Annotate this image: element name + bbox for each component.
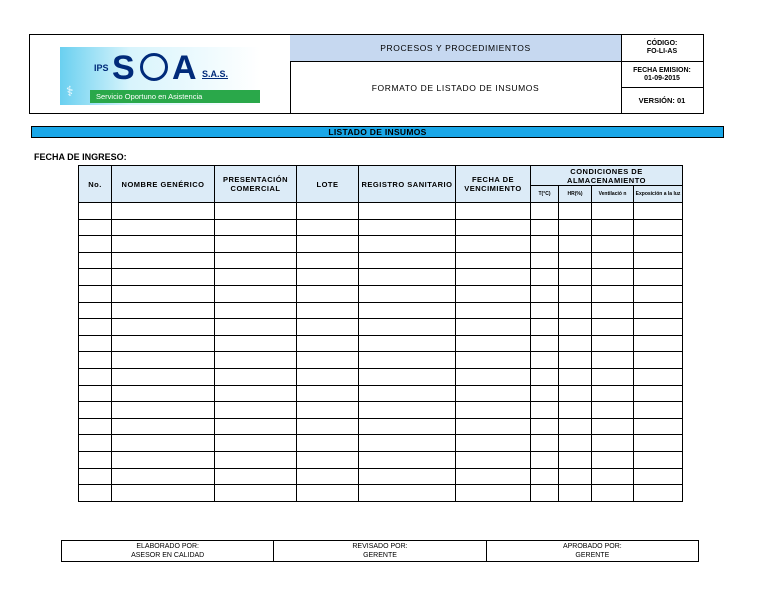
table-cell[interactable] (559, 302, 592, 319)
col-temperature: T(°C) (531, 186, 559, 203)
table-cell[interactable] (79, 203, 112, 220)
table-cell[interactable] (456, 385, 531, 402)
logo-figure-icon (140, 53, 168, 81)
table-cell[interactable] (456, 236, 531, 253)
table-cell[interactable] (531, 485, 559, 502)
table-cell[interactable] (79, 485, 112, 502)
table-cell[interactable] (456, 319, 531, 336)
table-cell[interactable] (592, 203, 634, 220)
table-cell[interactable] (531, 236, 559, 253)
table-cell[interactable] (215, 236, 297, 253)
table-cell[interactable] (215, 368, 297, 385)
table-cell[interactable] (456, 219, 531, 236)
table-cell[interactable] (592, 252, 634, 269)
table-cell[interactable] (79, 219, 112, 236)
table-cell[interactable] (215, 285, 297, 302)
table-cell[interactable] (297, 319, 359, 336)
table-cell[interactable] (79, 402, 112, 419)
table-cell[interactable] (215, 252, 297, 269)
table-cell[interactable] (456, 368, 531, 385)
table-cell[interactable] (634, 402, 683, 419)
table-cell[interactable] (634, 203, 683, 220)
signature-approved (486, 541, 698, 562)
signature-label: ELABORADO POR: (136, 543, 199, 550)
table-cell[interactable] (634, 319, 683, 336)
table-cell[interactable] (112, 468, 215, 485)
table-cell[interactable] (531, 252, 559, 269)
col-number: No. (79, 166, 112, 203)
logo-tagline: Servicio Oportuno en Asistencia (90, 90, 260, 103)
col-light-exposure: Exposición a la luz (634, 186, 683, 203)
table-cell[interactable] (215, 485, 297, 502)
table-row (79, 385, 683, 402)
table-cell[interactable] (559, 252, 592, 269)
table-row (79, 368, 683, 385)
table-cell[interactable] (79, 252, 112, 269)
table-cell[interactable] (359, 485, 456, 502)
table-cell[interactable] (559, 402, 592, 419)
table-cell[interactable] (592, 468, 634, 485)
table-cell[interactable] (592, 236, 634, 253)
table-cell[interactable] (592, 451, 634, 468)
table-cell[interactable] (112, 418, 215, 435)
logo-cell (30, 35, 291, 113)
format-title: FORMATO DE LISTADO DE INSUMOS (371, 82, 540, 93)
table-cell[interactable] (297, 435, 359, 452)
table-cell[interactable] (297, 269, 359, 286)
table-row (79, 319, 683, 336)
table-cell[interactable] (531, 203, 559, 220)
table-cell[interactable] (531, 451, 559, 468)
caduceus-icon: ⚕ (66, 83, 74, 99)
table-cell[interactable] (559, 352, 592, 369)
table-cell[interactable] (215, 385, 297, 402)
table-cell[interactable] (297, 352, 359, 369)
table-cell[interactable] (112, 335, 215, 352)
table-cell[interactable] (215, 269, 297, 286)
table-cell[interactable] (359, 385, 456, 402)
emission-value: 01-09-2015 (644, 74, 680, 82)
table-cell[interactable] (592, 285, 634, 302)
table-cell[interactable] (79, 352, 112, 369)
table-cell[interactable] (456, 335, 531, 352)
table-cell[interactable] (559, 385, 592, 402)
table-cell[interactable] (456, 269, 531, 286)
table-cell[interactable] (297, 468, 359, 485)
table-cell[interactable] (592, 485, 634, 502)
table-cell[interactable] (634, 252, 683, 269)
table-row (79, 302, 683, 319)
table-cell[interactable] (215, 468, 297, 485)
table-cell[interactable] (215, 352, 297, 369)
col-humidity: HR(%) (559, 186, 592, 203)
table-cell[interactable] (531, 435, 559, 452)
table-cell[interactable] (531, 352, 559, 369)
table-cell[interactable] (79, 285, 112, 302)
table-cell[interactable] (634, 435, 683, 452)
table-cell[interactable] (79, 269, 112, 286)
company-logo (60, 47, 260, 105)
table-cell[interactable] (559, 435, 592, 452)
table-cell[interactable] (79, 335, 112, 352)
table-cell[interactable] (559, 451, 592, 468)
entry-date-label: FECHA DE INGRESO: (34, 152, 127, 162)
table-cell[interactable] (634, 302, 683, 319)
table-cell[interactable] (297, 402, 359, 419)
table-cell[interactable] (456, 402, 531, 419)
table-cell[interactable] (634, 335, 683, 352)
table-cell[interactable] (559, 468, 592, 485)
process-title: PROCESOS Y PROCEDIMIENTOS (290, 35, 621, 62)
table-cell[interactable] (559, 219, 592, 236)
table-cell[interactable] (456, 285, 531, 302)
table-cell[interactable] (112, 402, 215, 419)
logo-sas-text: S.A.S. (202, 69, 229, 79)
table-row (79, 269, 683, 286)
table-cell[interactable] (456, 485, 531, 502)
table-cell[interactable] (559, 285, 592, 302)
table-cell[interactable] (531, 335, 559, 352)
table-cell[interactable] (456, 352, 531, 369)
emission-label: FECHA EMISION: (633, 66, 691, 74)
table-cell[interactable] (634, 485, 683, 502)
table-cell[interactable] (297, 219, 359, 236)
signature-elaborated (62, 541, 274, 562)
table-cell[interactable] (297, 335, 359, 352)
table-cell[interactable] (112, 319, 215, 336)
signature-label: APROBADO POR: (562, 543, 622, 550)
table-cell[interactable] (531, 269, 559, 286)
table-cell[interactable] (559, 203, 592, 220)
table-cell[interactable] (456, 252, 531, 269)
table-cell[interactable] (215, 335, 297, 352)
table-cell[interactable] (359, 285, 456, 302)
table-row (79, 451, 683, 468)
signature-reviewed (274, 541, 486, 562)
table-cell[interactable] (359, 269, 456, 286)
table-cell[interactable] (531, 368, 559, 385)
col-ventilation: Ventilació n (592, 186, 634, 203)
table-cell[interactable] (297, 236, 359, 253)
table-cell[interactable] (112, 203, 215, 220)
table-cell[interactable] (112, 385, 215, 402)
table-cell[interactable] (359, 435, 456, 452)
table-cell[interactable] (456, 451, 531, 468)
logo-ips-text: IPS (94, 63, 109, 73)
table-cell[interactable] (634, 269, 683, 286)
table-cell[interactable] (559, 319, 592, 336)
table-cell[interactable] (531, 418, 559, 435)
table-cell[interactable] (559, 368, 592, 385)
table-row (79, 285, 683, 302)
table-cell[interactable] (592, 418, 634, 435)
table-cell[interactable] (531, 219, 559, 236)
col-expiry-date: FECHA DE VENCIMIENTO (456, 166, 531, 203)
code-label: CÓDIGO: (646, 40, 678, 47)
table-cell[interactable] (79, 236, 112, 253)
logo-a-letter: A (172, 49, 197, 87)
table-row (79, 252, 683, 269)
table-cell[interactable] (359, 418, 456, 435)
table-row (79, 219, 683, 236)
col-storage-conditions: CONDICIONES DE ALMACENAMIENTO (531, 166, 683, 186)
table-cell[interactable] (531, 302, 559, 319)
table-cell[interactable] (112, 269, 215, 286)
table-cell[interactable] (592, 435, 634, 452)
version-box (621, 88, 703, 113)
signature-role: GERENTE (363, 552, 397, 559)
table-cell[interactable] (634, 451, 683, 468)
table-cell[interactable] (592, 319, 634, 336)
table-cell[interactable] (592, 269, 634, 286)
table-cell[interactable] (559, 335, 592, 352)
col-commercial-presentation: PRESENTACIÓN COMERCIAL (215, 166, 297, 203)
table-cell[interactable] (531, 285, 559, 302)
table-cell[interactable] (634, 219, 683, 236)
title-cell (290, 35, 622, 113)
table-cell[interactable] (592, 219, 634, 236)
table-cell[interactable] (297, 451, 359, 468)
table-row (79, 485, 683, 502)
table-cell[interactable] (559, 418, 592, 435)
table-cell[interactable] (531, 319, 559, 336)
table-cell[interactable] (112, 252, 215, 269)
table-row (79, 335, 683, 352)
table-cell[interactable] (592, 335, 634, 352)
table-cell[interactable] (112, 285, 215, 302)
table-cell[interactable] (592, 385, 634, 402)
signature-table (61, 540, 699, 562)
table-cell[interactable] (592, 302, 634, 319)
signature-role: ASESOR EN CALIDAD (131, 552, 205, 559)
table-row (79, 236, 683, 253)
table-cell[interactable] (297, 285, 359, 302)
table-cell[interactable] (634, 418, 683, 435)
table-cell[interactable] (456, 418, 531, 435)
table-cell[interactable] (215, 319, 297, 336)
table-cell[interactable] (297, 252, 359, 269)
table-cell[interactable] (215, 302, 297, 319)
table-cell[interactable] (592, 368, 634, 385)
col-sanitary-registry: REGISTRO SANITARIO (359, 166, 456, 203)
table-cell[interactable] (359, 335, 456, 352)
table-cell[interactable] (531, 385, 559, 402)
meta-cell (621, 35, 703, 113)
table-cell[interactable] (215, 418, 297, 435)
table-cell[interactable] (531, 402, 559, 419)
table-cell[interactable] (215, 219, 297, 236)
table-cell[interactable] (297, 385, 359, 402)
table-cell[interactable] (359, 451, 456, 468)
table-cell[interactable] (634, 352, 683, 369)
table-cell[interactable] (215, 451, 297, 468)
logo-s-letter: S (112, 49, 135, 87)
table-cell[interactable] (634, 468, 683, 485)
table-cell[interactable] (456, 435, 531, 452)
table-cell[interactable] (79, 435, 112, 452)
table-cell[interactable] (456, 468, 531, 485)
table-cell[interactable] (359, 236, 456, 253)
table-cell[interactable] (112, 302, 215, 319)
table-cell[interactable] (297, 302, 359, 319)
table-cell[interactable] (112, 236, 215, 253)
table-cell[interactable] (79, 368, 112, 385)
table-cell[interactable] (592, 402, 634, 419)
table-cell[interactable] (592, 352, 634, 369)
table-cell[interactable] (359, 302, 456, 319)
list-title-band: LISTADO DE INSUMOS (31, 126, 724, 138)
emission-box (621, 62, 703, 88)
table-row (79, 352, 683, 369)
table-cell[interactable] (297, 368, 359, 385)
table-cell[interactable] (297, 485, 359, 502)
table-cell[interactable] (456, 203, 531, 220)
table-cell[interactable] (297, 418, 359, 435)
table-cell[interactable] (634, 236, 683, 253)
table-cell[interactable] (456, 302, 531, 319)
table-row (79, 418, 683, 435)
table-row (79, 435, 683, 452)
table-cell[interactable] (359, 368, 456, 385)
table-cell[interactable] (559, 236, 592, 253)
table-cell[interactable] (359, 219, 456, 236)
table-cell[interactable] (112, 435, 215, 452)
col-generic-name: NOMBRE GENÉRICO (112, 166, 215, 203)
col-lot: LOTE (297, 166, 359, 203)
table-cell[interactable] (634, 368, 683, 385)
table-cell[interactable] (359, 203, 456, 220)
table-cell[interactable] (215, 203, 297, 220)
table-cell[interactable] (359, 468, 456, 485)
code-box (621, 35, 703, 62)
table-row (79, 402, 683, 419)
table-cell[interactable] (359, 402, 456, 419)
table-cell[interactable] (215, 435, 297, 452)
code-value: FO-LI-AS (646, 48, 678, 55)
table-cell[interactable] (359, 319, 456, 336)
table-cell[interactable] (359, 352, 456, 369)
signature-label: REVISADO POR: (352, 543, 408, 550)
table-cell[interactable] (79, 319, 112, 336)
table-row (79, 203, 683, 220)
table-cell[interactable] (634, 285, 683, 302)
table-cell[interactable] (79, 451, 112, 468)
table-cell[interactable] (79, 468, 112, 485)
table-cell[interactable] (559, 485, 592, 502)
table-cell[interactable] (112, 451, 215, 468)
table-cell[interactable] (297, 203, 359, 220)
signature-role: GERENTE (575, 552, 610, 559)
table-cell[interactable] (359, 252, 456, 269)
table-cell[interactable] (215, 402, 297, 419)
document-header (29, 34, 704, 114)
version-text: VERSIÓN: 01 (638, 95, 686, 105)
table-row (79, 468, 683, 485)
table-cell[interactable] (112, 368, 215, 385)
table-cell[interactable] (634, 385, 683, 402)
table-cell[interactable] (112, 485, 215, 502)
table-cell[interactable] (531, 468, 559, 485)
table-cell[interactable] (79, 418, 112, 435)
supplies-table (78, 165, 683, 502)
table-cell[interactable] (79, 385, 112, 402)
table-cell[interactable] (79, 302, 112, 319)
table-cell[interactable] (112, 219, 215, 236)
table-cell[interactable] (559, 269, 592, 286)
table-cell[interactable] (112, 352, 215, 369)
